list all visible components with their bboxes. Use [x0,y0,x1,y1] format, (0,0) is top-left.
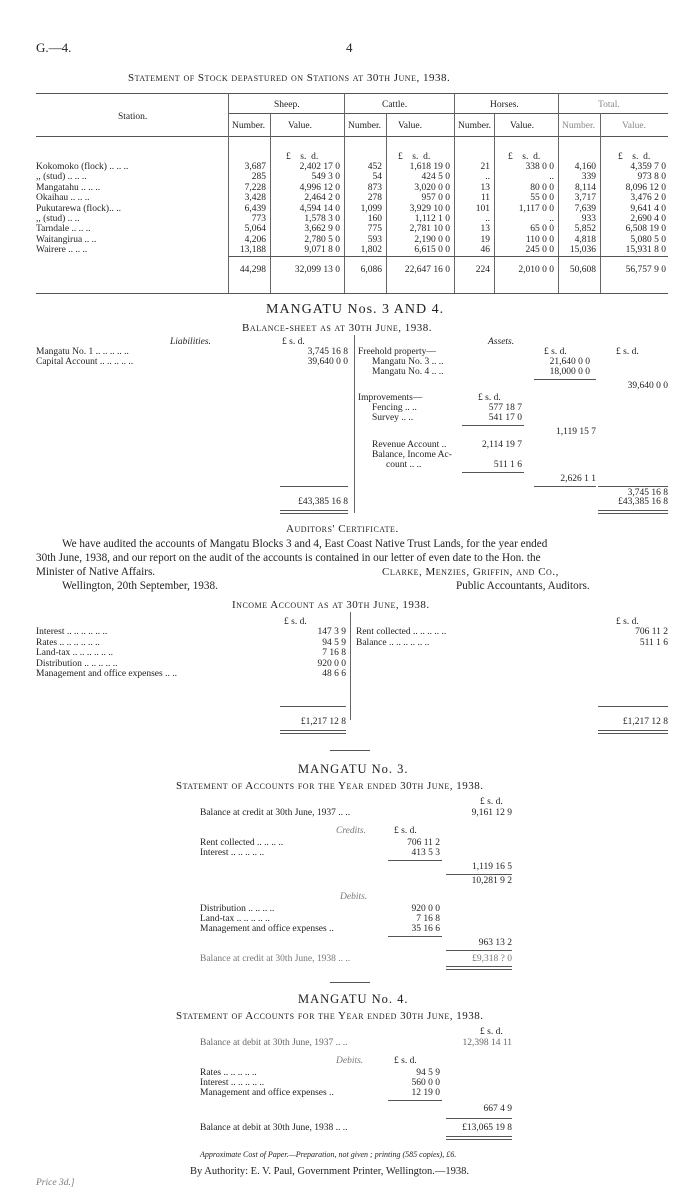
auditors-role: Public Accountants, Auditors. [456,580,590,592]
liability-mangatu-1: Mangatu No. 1 .. .. .. .. .. [36,347,129,357]
stock-cell-cv: 3,929 10 0 [409,203,450,214]
stock-cell-cn: 160 [367,214,382,224]
stock-cell-tn: 5,852 [574,224,596,235]
liabilities-currency: £ s. d. [282,337,305,347]
stock-cell-hn: 46 [480,245,490,256]
income-left-label: Rates .. .. .. .. .. .. [36,637,100,648]
asset-revenue-account: Revenue Account .. [372,440,447,450]
stock-cell-tv: 4,359 7 0 [630,162,666,172]
m3-closing-label: Balance at credit at 30th June, 1938 .. .. [200,954,351,964]
stock-total-total-value: 56,757 9 0 [625,265,666,275]
stock-total-horses-number: 224 [475,265,490,275]
stock-row-station: Waitangirua .. .. [36,234,97,245]
asset-balance-income-2: count .. .. [386,460,422,470]
m3-rent-label: Rent collected .. .. .. .. [200,838,284,848]
stock-total-cattle-number: 6,086 [360,265,382,275]
stock-cell-cn: 1,802 [360,245,382,256]
balance-grand-left: £43,385 16 8 [298,497,348,507]
stock-group-total: Total. [598,100,620,110]
income-left-amount: 94 5 9 [322,637,346,648]
income-left-amount: 48 6 6 [322,669,346,679]
stock-cell-cv: 2,781 10 0 [409,224,450,235]
asset-currency-2: £ s. d. [616,347,639,357]
stock-cell-tv: 6,508 19 0 [625,224,666,235]
asset-improvements: Improvements— [358,393,423,403]
stock-cell-tv: 9,641 4 0 [630,203,666,214]
asset-final: 3,745 16 8 [627,488,668,498]
income-right-amount: 511 1 6 [639,637,668,648]
stock-cell-tn: 15,036 [569,245,596,256]
footer-authority: By Authority: E. V. Paul, Government Printer, Wellington.—1938. [190,1166,470,1177]
stock-cell-sv: 549 3 0 [311,172,340,183]
stock-cell-sn: 7,228 [244,182,266,193]
total-value-head: Value. [622,121,647,131]
sheep-value-head: Value. [288,121,313,131]
stock-cell-sv: 4,594 14 0 [299,203,340,214]
income-left-amount: 7 16 8 [322,648,346,658]
m3-landtax-label: Land-tax .. .. .. .. .. [200,914,270,924]
asset-mangatu-4-amount: 18,000 0 0 [549,367,590,377]
stock-cell-hv: 65 0 0 [530,224,554,235]
income-left-label: Interest .. .. .. .. .. .. [36,627,108,637]
cattle-value-head: Value. [398,121,423,131]
stock-cell-sv: 3,662 9 0 [304,224,340,235]
asset-survey: Survey .. .. [372,413,414,423]
asset-subtotal: 2,626 1 1 [560,474,596,484]
m4-debits-head: Debits. [336,1056,364,1066]
stock-cell-cv: 1,618 19 0 [409,162,450,172]
m3-closing-amount: £9,318 ? 0 [472,954,512,964]
total-number-head: Number. [562,121,595,131]
income-right-currency: £ s. d. [616,617,639,627]
stock-cell-hv: 55 0 0 [530,193,554,204]
stock-cell-hn: 19 [480,234,490,245]
stock-cell-cn: 278 [367,193,382,204]
footer-price: Price 3d.] [36,1178,75,1188]
auditors-title: Auditors' Certificate. [286,523,399,535]
stock-cell-cn: 54 [372,172,382,183]
stock-group-horses: Horses. [490,100,519,110]
income-title: Income Account as at 30th June, 1938. [232,599,430,611]
asset-currency-1: £ s. d. [544,347,567,357]
m3-opening-label: Balance at credit at 30th June, 1937 .. .. [200,808,351,818]
m4-rates-label: Rates .. .. .. .. .. [200,1068,257,1078]
m4-title: MANGATU No. 4. [298,992,409,1006]
income-right-label: Rent collected .. .. .. .. .. [356,627,447,637]
stock-row-station: Wairere .. .. .. [36,245,88,256]
stock-cell-cv: 6,615 0 0 [414,245,450,256]
stock-cell-hv: 80 0 0 [530,182,554,193]
stock-group-cattle: Cattle. [382,100,408,110]
stock-cell-tn: 8,114 [574,182,596,193]
liability-capital-account: Capital Account .. .. .. .. .. [36,357,134,367]
m4-debits-currency: £ s. d. [394,1056,417,1066]
m3-dist-amount: 920 0 0 [411,904,440,914]
stock-cell-sn: 5,064 [244,224,266,235]
stock-row-station: Okaihau .. .. .. [36,193,90,204]
cattle-number-head: Number. [348,121,381,131]
stock-cell-tn: 7,639 [574,203,596,214]
stock-cell-hn: 101 [475,203,490,214]
stock-cell-sn: 285 [251,172,266,183]
stock-cell-sn: 3,687 [244,162,266,172]
auditors-firm: Clarke, Menzies, Griffin, and Co., [382,566,559,578]
m3-credits-total: 1,119 16 5 [471,862,512,872]
income-left-amount: 147 3 9 [317,627,346,637]
stock-cell-sn: 4,206 [244,234,266,245]
stock-cell-sv: 4,996 12 0 [299,182,340,193]
stock-cell-hn: 11 [480,193,490,204]
stock-cell-cv: 424 5 0 [421,172,450,183]
sheep-currency: £ s. d. [286,152,319,162]
income-total-right: £1,217 12 8 [622,717,668,727]
horses-currency: £ s. d. [508,152,541,162]
m3-currency: £ s. d. [480,797,503,807]
m4-closing-label: Balance at debit at 30th June, 1938 .. .. [200,1123,348,1133]
stock-cell-hn: 21 [480,162,490,172]
stock-cell-tn: 933 [581,214,596,224]
asset-mangatu-3: Mangatu No. 3 .. .. [372,357,444,367]
income-left-label: Management and office expenses .. .. [36,669,177,679]
horses-number-head: Number. [458,121,491,131]
asset-fencing-amount: 577 18 7 [488,403,522,413]
total-currency: £ s. d. [618,152,651,162]
auditors-text-2: 30th June, 1938, and our report on the audit of the accounts is contained in our letter of even date to the Hon. the [36,552,541,564]
m3-mgmt-amount: 35 16 6 [411,924,440,934]
income-left-currency: £ s. d. [284,617,307,627]
liability-mangatu-1-amount: 3,745 16 8 [307,347,348,357]
m4-opening-label: Balance at debit at 30th June, 1937 .. .. [200,1038,348,1048]
auditors-text-1: We have audited the accounts of Mangatu Blocks 3 and 4, East Coast Native Trust Lands, for the year ended [62,538,548,550]
stock-row-station: Pukutarewa (flock).. .. [36,203,121,214]
m4-mgmt-amount: 12 19 0 [411,1088,440,1098]
stock-cell-hn: 13 [480,182,490,193]
page-number: 4 [346,40,353,55]
asset-freehold: Freehold property— [358,347,436,357]
stock-total-cattle-value: 22,647 16 0 [404,265,450,275]
m3-landtax-amount: 7 16 8 [416,914,440,924]
m3-subtotal: 10,281 9 2 [471,876,512,886]
stock-cell-cv: 957 0 0 [421,193,450,204]
m4-rates-amount: 94 5 9 [416,1068,440,1078]
liabilities-head: Liabilities. [170,337,211,347]
stock-cell-sv: 2,402 17 0 [299,162,340,172]
stock-cell-sv: 1,578 3 0 [304,214,340,224]
stock-cell-hv: .. [549,214,554,224]
stock-col-station: Station. [118,112,148,122]
stock-total-sheep-number: 44,298 [239,265,266,275]
income-total-left: £1,217 12 8 [300,717,346,727]
m4-closing-amount: £13,065 19 8 [462,1123,512,1133]
stock-cell-tv: 973 8 0 [637,172,666,183]
m4-opening-amount: 12,398 14 11 [462,1038,512,1048]
stock-row-station: Mangatahu .. .. .. [36,182,101,193]
stock-cell-tn: 4,818 [574,234,596,245]
stock-cell-cv: 3,020 0 0 [414,182,450,193]
m3-credits-currency: £ s. d. [394,826,417,836]
stock-cell-hv: 1,117 0 0 [518,203,554,214]
balance-subtitle: Balance-sheet as at 30th June, 1938. [242,322,432,334]
stock-cell-hv: .. [549,172,554,183]
sheep-number-head: Number. [232,121,265,131]
m3-opening-amount: 9,161 12 9 [471,808,512,818]
stock-cell-hn: .. [485,214,490,224]
stock-cell-hn: 13 [480,224,490,235]
stock-cell-sv: 2,780 5 0 [304,234,340,245]
stock-cell-hv: 110 0 0 [525,234,554,245]
m3-mgmt-label: Management and office expenses .. [200,924,334,934]
stock-cell-hv: 245 0 0 [525,245,554,256]
stock-cell-tn: 339 [581,172,596,183]
stock-cell-tn: 4,160 [574,162,596,172]
balance-title: MANGATU Nos. 3 AND 4. [266,302,445,317]
stock-cell-cn: 873 [367,182,382,193]
stock-row-station: Tarndale .. .. .. [36,224,91,235]
stock-cell-tn: 3,717 [574,193,596,204]
balance-grand-right: £43,385 16 8 [618,497,668,507]
income-left-amount: 920 0 0 [317,658,346,669]
m3-interest-label: Interest .. .. .. .. .. [200,848,265,858]
stock-cell-sv: 9,071 8 0 [304,245,340,256]
auditors-text-3: Minister of Native Affairs. [36,566,156,578]
stock-row-station: Kokomoko (flock) .. .. .. [36,162,129,172]
stock-cell-tv: 15,931 8 0 [625,245,666,256]
m4-subtitle: Statement of Accounts for the Year ended 30th June, 1938. [176,1010,484,1022]
stock-cell-tv: 8,096 12 0 [625,182,666,193]
income-left-label: Land-tax .. .. .. .. .. .. [36,648,114,658]
m4-interest-label: Interest .. .. .. .. .. [200,1078,265,1088]
income-left-label: Distribution .. .. .. .. .. [36,658,118,669]
m3-credits-head: Credits. [336,826,366,836]
stock-group-sheep: Sheep. [274,100,300,110]
asset-balance-income: Balance, Income Ac- [372,450,452,460]
auditors-place-date: Wellington, 20th September, 1938. [62,580,218,592]
stock-cell-cn: 775 [367,224,382,235]
stock-cell-cn: 1,099 [360,203,382,214]
m4-interest-amount: 560 0 0 [411,1078,440,1088]
cattle-currency: £ s. d. [398,152,431,162]
stock-cell-sv: 2,464 2 0 [304,193,340,204]
asset-revenue-amount: 2,114 19 7 [481,440,522,450]
stock-cell-hn: .. [485,172,490,183]
income-right-label: Balance .. .. .. .. .. .. [356,637,430,648]
stock-cell-cv: 1,112 1 0 [414,214,450,224]
footer-cost: Approximate Cost of Paper.—Preparation, not given ; printing (585 copies), £6. [200,1150,457,1159]
stock-cell-tv: 2,690 4 0 [630,214,666,224]
stock-total-sheep-value: 32,099 13 0 [294,265,340,275]
asset-fencing: Fencing .. .. [372,403,417,413]
horses-value-head: Value. [510,121,535,131]
m3-debits-head: Debits. [340,892,368,902]
m4-currency: £ s. d. [480,1027,503,1037]
stock-cell-sn: 13,188 [239,245,266,256]
stock-cell-hv: 338 0 0 [525,162,554,172]
page-ref: G.—4. [36,40,72,55]
m3-debits-total: 963 13 2 [478,938,512,948]
asset-survey-amount: 541 17 0 [488,413,522,423]
stock-cell-sn: 6,439 [244,203,266,214]
stock-cell-tv: 5,080 5 0 [630,234,666,245]
m4-debits-total: 667 4 9 [483,1104,512,1114]
asset-mangatu-3-amount: 21,640 0 0 [549,357,590,367]
stock-cell-cn: 452 [367,162,382,172]
stock-total-total-number: 50,608 [569,265,596,275]
assets-head: Assets. [488,337,515,347]
stock-title: Statement of Stock depastured on Stations at 30th June, 1938. [128,72,451,84]
income-right-amount: 706 11 2 [635,627,668,637]
m3-interest-amount: 413 5 3 [411,848,440,858]
stock-cell-cv: 2,190 0 0 [414,234,450,245]
m3-rent-amount: 706 11 2 [407,838,440,848]
stock-row-station: ,, (stud) .. .. .. [36,172,87,183]
m3-title: MANGATU No. 3. [298,762,409,776]
improvements-currency: £ s. d. [478,393,501,403]
asset-mangatu-4: Mangatu No. 4 .. .. [372,367,444,377]
stock-cell-sn: 773 [251,214,266,224]
stock-cell-sn: 3,428 [244,193,266,204]
stock-row-station: ,, (stud) .. .. [36,214,80,224]
stock-cell-tv: 3,476 2 0 [630,193,666,204]
asset-improvements-total: 1,119 15 7 [555,427,596,437]
m4-mgmt-label: Management and office expenses .. [200,1088,334,1098]
stock-total-horses-value: 2,010 0 0 [518,265,554,275]
liability-capital-account-amount: 39,640 0 0 [307,357,348,367]
m3-dist-label: Distribution .. .. .. .. [200,904,275,914]
asset-balance-income-amount: 511 1 6 [493,460,522,470]
asset-freehold-total: 39,640 0 0 [627,381,668,391]
m3-subtitle: Statement of Accounts for the Year ended 30th June, 1938. [176,780,484,792]
stock-cell-cn: 593 [367,234,382,245]
